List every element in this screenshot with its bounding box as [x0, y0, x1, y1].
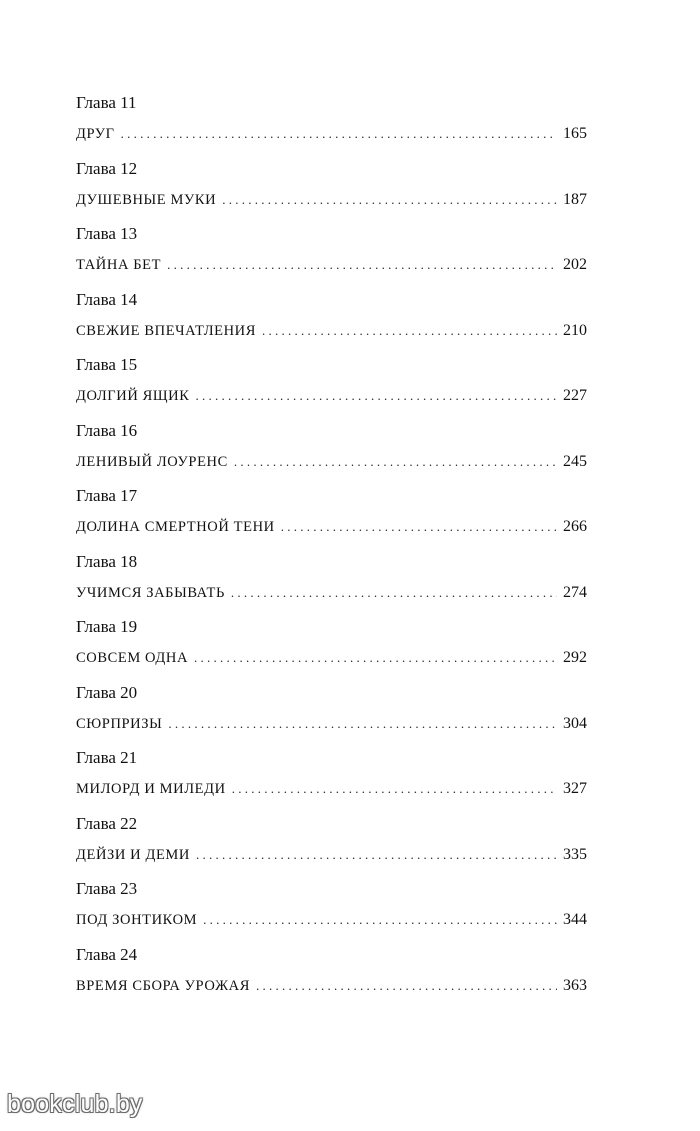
toc-entry — [76, 813, 587, 879]
chapter-title: МИЛОРД И МИЛЕДИ — [76, 781, 226, 797]
chapter-label: Глава 24 — [76, 944, 138, 964]
dot-leader — [203, 910, 557, 930]
chapter-label: Глава 22 — [76, 813, 138, 833]
chapter-title: ДРУГ — [76, 126, 115, 142]
chapter-title-row — [76, 976, 587, 996]
chapter-title: ДОЛИНА СМЕРТНОЙ ТЕНИ — [76, 519, 275, 535]
dot-leader — [195, 386, 557, 406]
chapter-label: Глава 18 — [76, 551, 138, 571]
toc-entry — [76, 878, 587, 944]
chapter-title-row — [76, 255, 587, 275]
chapter-title-row — [76, 910, 587, 930]
chapter-title-row — [76, 124, 587, 144]
toc-entry — [76, 551, 587, 617]
chapter-title-row — [76, 386, 587, 406]
chapter-title: СВЕЖИЕ ВПЕЧАТЛЕНИЯ — [76, 322, 257, 339]
chapter-title-row — [76, 779, 587, 799]
chapter-title-row — [76, 714, 587, 734]
dot-leader — [232, 779, 557, 799]
chapter-label: Глава 23 — [76, 879, 138, 898]
toc-entry — [76, 223, 587, 289]
chapter-title: ВРЕМЯ СБОРА УРОЖАЯ — [76, 977, 251, 994]
page-number: 266 — [563, 518, 587, 535]
chapter-label: Глава 17 — [76, 486, 138, 505]
page-number: 335 — [563, 845, 587, 863]
page-number: 292 — [563, 649, 587, 666]
toc-entry — [76, 289, 587, 355]
chapter-label: Глава 21 — [76, 748, 138, 767]
page-number: 165 — [563, 125, 587, 142]
chapter-title: СЮРПРИЗЫ — [76, 715, 163, 732]
toc-entry — [76, 616, 587, 682]
chapter-title: ТАЙНА БЕТ — [76, 257, 162, 273]
chapter-title-row — [76, 648, 587, 668]
chapter-title: ДЕЙЗИ И ДЕМИ — [76, 846, 190, 863]
toc-entry — [76, 682, 587, 748]
dot-leader — [281, 517, 557, 537]
dot-leader — [234, 452, 557, 472]
toc-entry — [76, 158, 587, 224]
chapter-title-row — [76, 845, 587, 865]
page-number: 210 — [563, 321, 587, 339]
chapter-title-row — [76, 517, 587, 537]
chapter-title-row — [76, 190, 587, 210]
page-number: 274 — [563, 583, 587, 601]
chapter-title: ПОД ЗОНТИКОМ — [76, 912, 198, 928]
chapter-title-row — [76, 321, 587, 341]
chapter-title: ДОЛГИЙ ЯЩИК — [76, 388, 190, 404]
page-number: 327 — [563, 780, 587, 797]
dot-leader — [222, 190, 557, 210]
page-number: 202 — [563, 256, 587, 273]
dot-leader — [196, 845, 557, 865]
dot-leader — [121, 124, 557, 144]
chapter-label: Глава 16 — [76, 420, 138, 440]
watermark: bookclub.by — [7, 1090, 143, 1118]
page-number: 304 — [563, 714, 587, 732]
page-number: 187 — [563, 190, 587, 208]
dot-leader — [168, 714, 557, 734]
toc-entry — [76, 944, 587, 1010]
chapter-label: Глава 19 — [76, 617, 138, 636]
page-number: 344 — [563, 911, 587, 928]
chapter-label: Глава 20 — [76, 682, 138, 702]
page-number: 227 — [563, 387, 587, 404]
chapter-title: ДУШЕВНЫЕ МУКИ — [76, 191, 217, 208]
toc-entry — [76, 92, 587, 158]
chapter-title-row — [76, 583, 587, 603]
dot-leader — [231, 583, 557, 603]
dot-leader — [167, 255, 557, 275]
page-number: 363 — [563, 976, 587, 994]
dot-leader — [256, 976, 557, 996]
chapter-label: Глава 13 — [76, 224, 138, 243]
chapter-title-row — [76, 452, 587, 472]
toc-entry — [76, 354, 587, 420]
toc-entry — [76, 485, 587, 551]
chapter-title: СОВСЕМ ОДНА — [76, 650, 189, 666]
toc-entry — [76, 420, 587, 486]
chapter-label: Глава 11 — [76, 93, 137, 112]
chapter-label: Глава 12 — [76, 158, 138, 178]
toc-entry — [76, 747, 587, 813]
chapter-title: УЧИМСЯ ЗАБЫВАТЬ — [76, 584, 225, 601]
chapter-label: Глава 15 — [76, 355, 138, 374]
page-number: 245 — [563, 452, 587, 470]
dot-leader — [262, 321, 557, 341]
dot-leader — [194, 648, 557, 668]
chapter-label: Глава 14 — [76, 289, 138, 309]
table-of-contents — [76, 92, 587, 1009]
chapter-title: ЛЕНИВЫЙ ЛОУРЕНС — [76, 453, 228, 470]
